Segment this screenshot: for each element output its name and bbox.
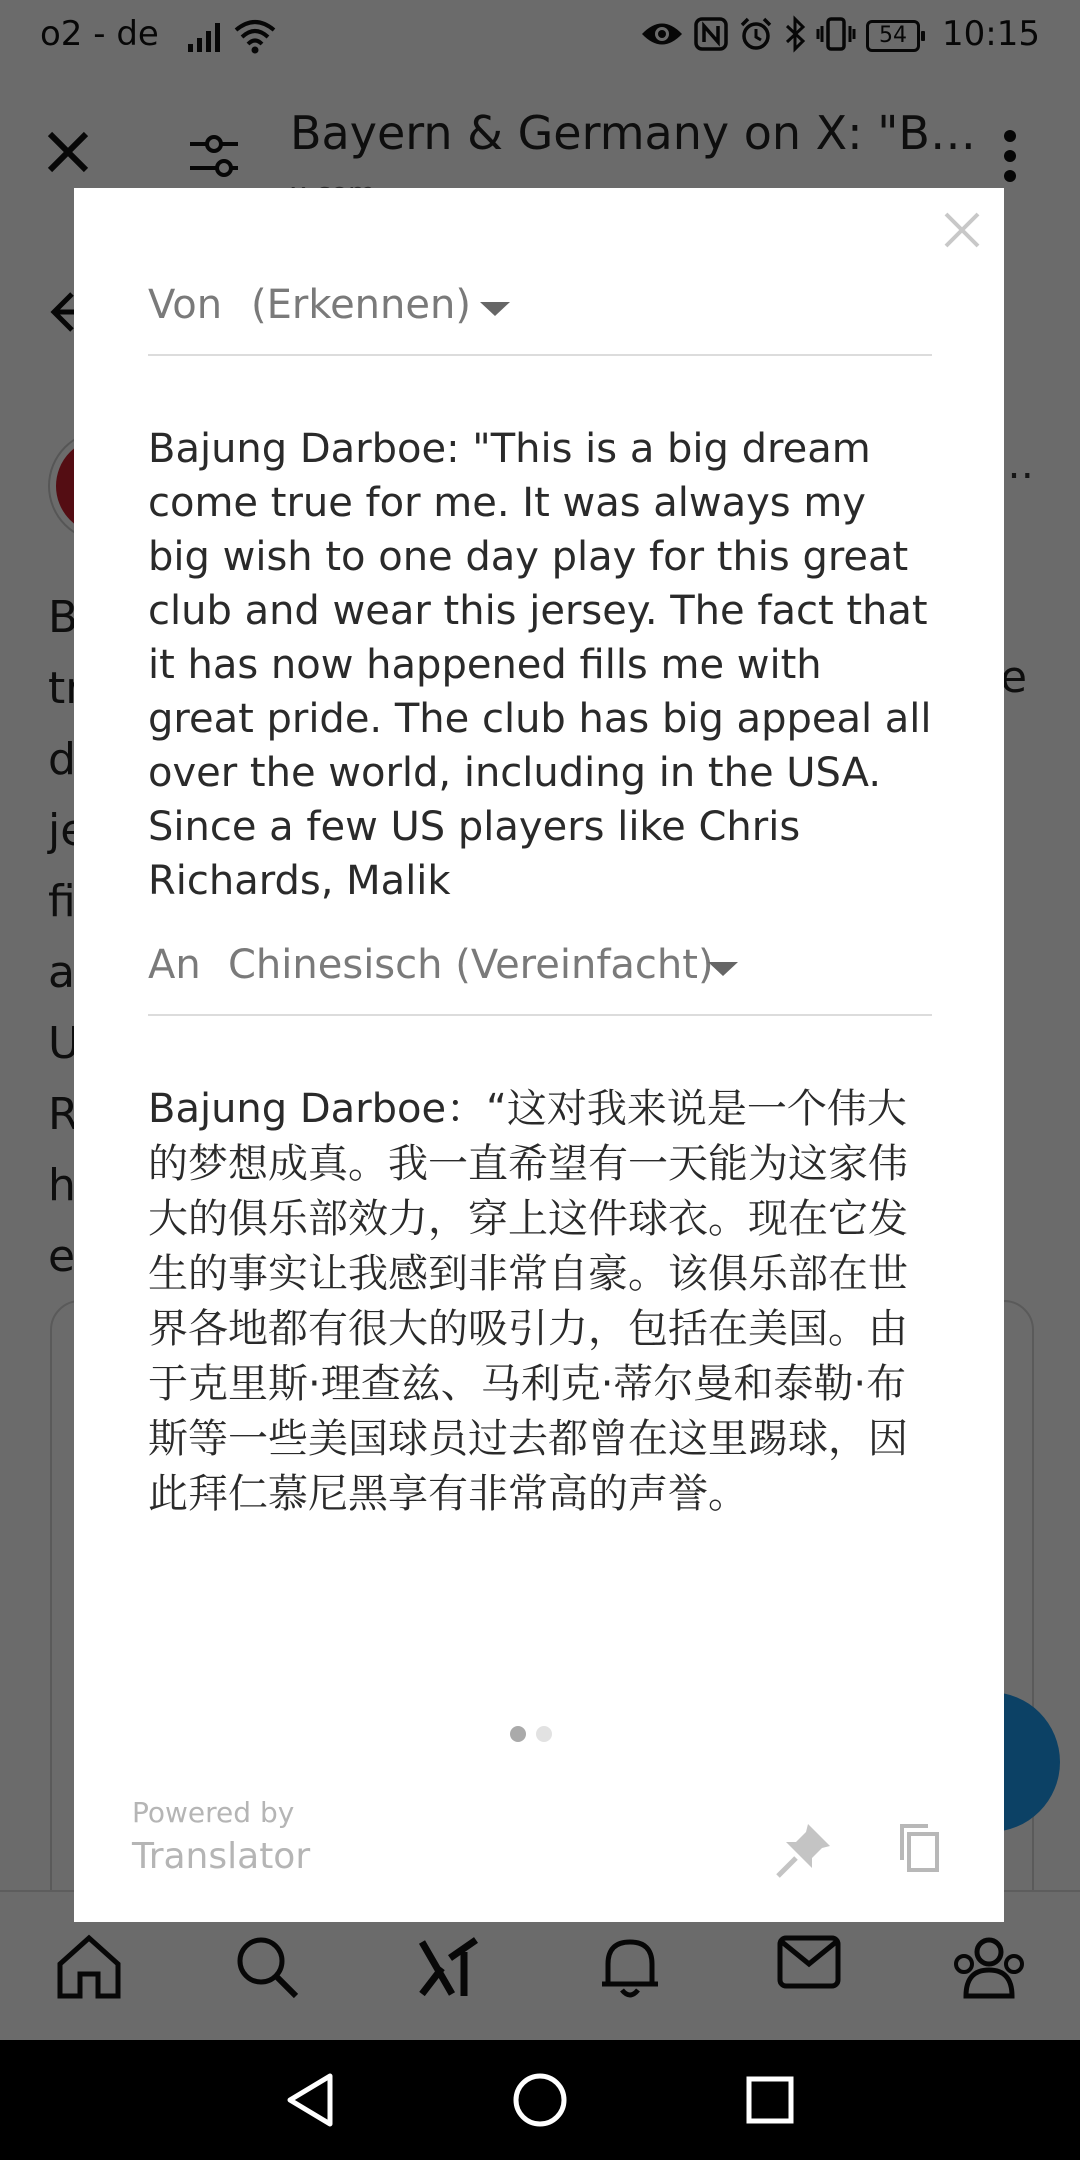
translator-brand: Translator — [132, 1836, 311, 1877]
source-language-row[interactable] — [148, 254, 932, 356]
copy-icon[interactable] — [896, 1822, 942, 1878]
page-indicator — [510, 1726, 562, 1746]
home-circle-icon[interactable] — [510, 2070, 570, 2134]
target-language-select[interactable]: Chinesisch (Vereinfacht) — [228, 942, 714, 988]
powered-by-label: Powered by — [132, 1796, 295, 1829]
chevron-down-icon[interactable] — [708, 962, 738, 976]
back-icon[interactable] — [282, 2070, 338, 2134]
recents-icon[interactable] — [744, 2070, 796, 2134]
source-language-label: Von — [148, 282, 223, 328]
target-language-label: An — [148, 942, 201, 988]
source-language-select[interactable]: (Erkennen) — [251, 282, 471, 328]
system-navigation-bar — [0, 2040, 1080, 2160]
page-dot — [536, 1726, 552, 1742]
target-language-row[interactable] — [148, 914, 932, 1016]
chevron-down-icon[interactable] — [480, 302, 510, 316]
translated-text: Bajung Darboe：“这对我来说是一个伟大的梦想成真。我一直希望有一天能为这家伟大的俱乐部效力，穿上这件球衣。现在它发生的事实让我感到非常自豪。该俱乐部在世界各地都有很大的吸引力，包括在美国。由于克里斯·理查兹、马利克·蒂尔曼和泰勒·布斯等一些美国球员过去都曾在这里踢球，因此拜仁慕尼黑享有非常高的声誉。 — [148, 1086, 908, 1517]
translator-dialog — [74, 188, 1004, 1922]
dialog-close-icon[interactable] — [942, 210, 982, 254]
page-dot-active — [510, 1726, 526, 1742]
pin-icon[interactable] — [774, 1820, 834, 1884]
source-text: Bajung Darboe: "This is a big dream come true for me. It was always my big wish to one day play for this great club and wear this jersey. The fact that it has now happened fills me with great pride. The club has big appeal all over the world, including in the USA. Since a few US players like Chris Richards, Malik — [148, 426, 932, 904]
